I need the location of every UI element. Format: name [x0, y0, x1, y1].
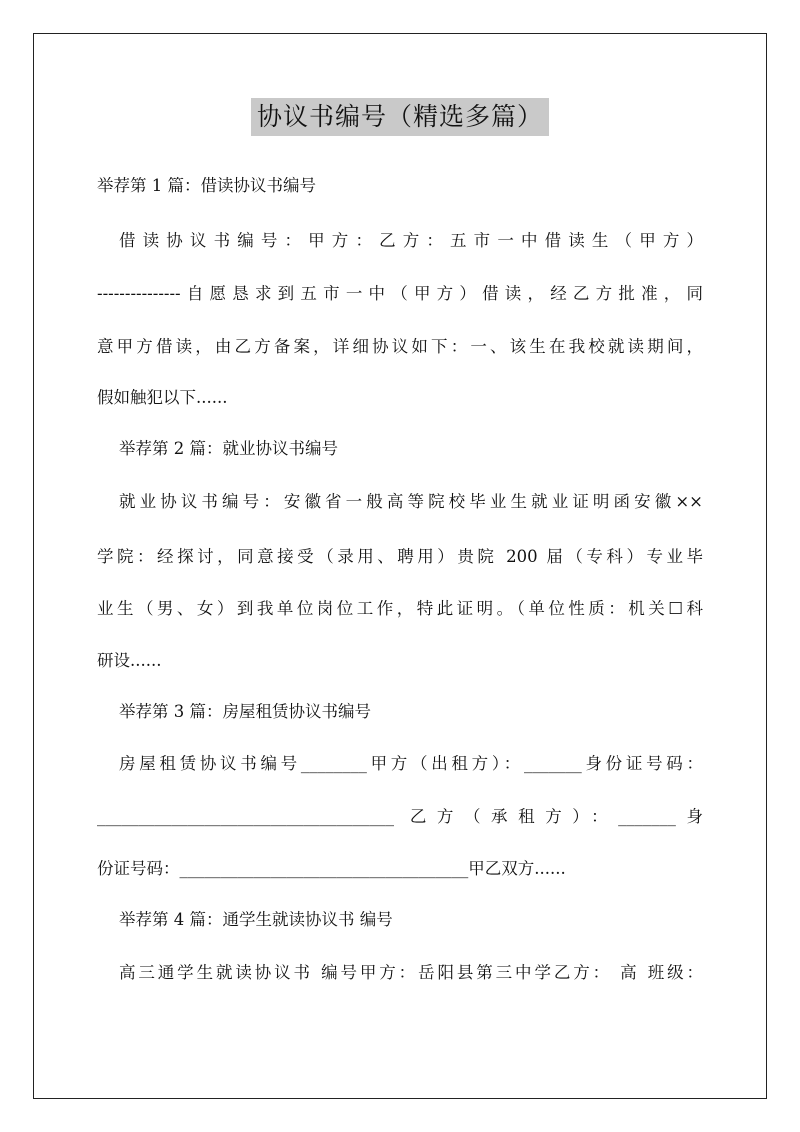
body-line: ---------------自愿恳求到五市一中（甲方）借读，经乙方批准，同 [97, 284, 703, 303]
section-heading-4: 举荐第 4 篇：通学生就读协议书 编号 [119, 910, 393, 929]
body-line: 借读协议书编号：甲方：乙方：五市一中借读生（甲方） [119, 231, 703, 250]
body-line: 学院：经探讨，同意接受（录用、聘用）贵院 200 届（专科）专业毕 [97, 547, 703, 566]
body-line: 研设...... [97, 651, 162, 670]
body-line: 意甲方借读，由乙方备案，详细协议如下：一、该生在我校就读期间， [97, 337, 703, 356]
body-line: 高三通学生就读协议书 编号甲方：岳阳县第三中学乙方： 高 班级： [119, 963, 703, 982]
section-heading-2: 举荐第 2 篇：就业协议书编号 [119, 439, 338, 458]
section-heading-3: 举荐第 3 篇：房屋租赁协议书编号 [119, 702, 371, 721]
body-line: 假如触犯以下...... [97, 388, 228, 407]
section-heading-1: 举荐第 1 篇：借读协议书编号 [97, 176, 316, 195]
body-line: ____________________________________ 乙方（承租方）：_______身 [97, 807, 703, 826]
body-line: 就业协议书编号：安徽省一般高等院校毕业生就业证明函安徽×× [119, 492, 703, 511]
body-line: 份证号码：___________________________________甲乙双方...... [97, 859, 566, 878]
body-line: 业生（男、女）到我单位岗位工作，特此证明。（单位性质：机关☐科 [97, 599, 703, 618]
body-line: 房屋租赁协议书编号________甲方（出租方）：_______身份证号码： [119, 754, 703, 773]
document-title: 协议书编号（精选多篇） [251, 98, 549, 136]
title-container [0, 98, 800, 136]
